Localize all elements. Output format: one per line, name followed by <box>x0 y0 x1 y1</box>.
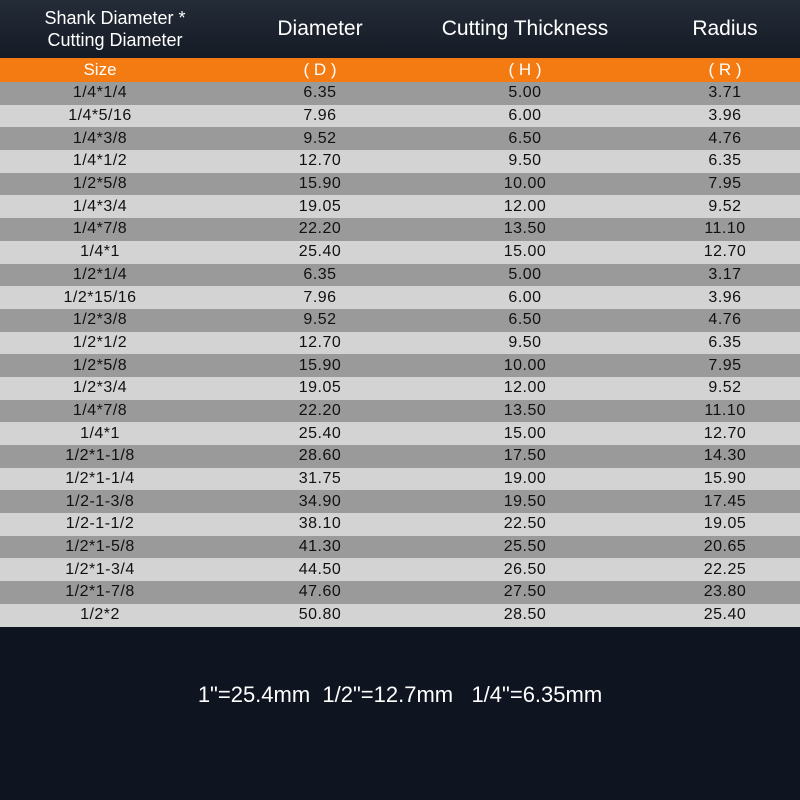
cell-diameter: 22.20 <box>298 401 342 419</box>
cell-radius: 3.17 <box>708 265 742 283</box>
cell-size: 1/2*2 <box>80 606 120 624</box>
cell-thickness: 19.00 <box>503 470 547 488</box>
cell-size: 1/2*3/8 <box>72 311 128 329</box>
cell-thickness: 15.00 <box>503 424 547 442</box>
cell-radius: 23.80 <box>703 583 747 601</box>
table-row <box>0 513 800 536</box>
size-table <box>0 82 800 627</box>
table-row <box>0 422 800 445</box>
table-row <box>0 218 800 241</box>
cell-diameter: 12.70 <box>298 333 342 351</box>
cell-diameter: 50.80 <box>298 606 342 624</box>
table-row <box>0 332 800 355</box>
cell-diameter: 34.90 <box>298 492 342 510</box>
cell-thickness: 17.50 <box>503 447 547 465</box>
cell-size: 1/4*1 <box>80 424 120 442</box>
unit-diameter: ( D ) <box>303 60 337 79</box>
units-bar <box>0 58 800 82</box>
table-row <box>0 400 800 423</box>
table-row <box>0 354 800 377</box>
cell-thickness: 28.50 <box>503 606 547 624</box>
cell-diameter: 7.96 <box>303 288 337 306</box>
cell-thickness: 6.50 <box>508 129 542 147</box>
table-row <box>0 150 800 173</box>
cell-size: 1/2*3/4 <box>72 379 128 397</box>
table-row <box>0 264 800 287</box>
cell-radius: 3.96 <box>708 107 742 125</box>
cell-diameter: 31.75 <box>298 470 342 488</box>
cell-size: 1/4*1/2 <box>72 152 128 170</box>
cell-thickness: 6.50 <box>508 311 542 329</box>
unit-radius: ( R ) <box>708 60 742 79</box>
cell-diameter: 38.10 <box>298 515 342 533</box>
cell-size: 1/4*3/8 <box>72 129 128 147</box>
cell-thickness: 13.50 <box>503 220 547 238</box>
cell-radius: 15.90 <box>703 470 747 488</box>
table-row <box>0 604 800 627</box>
cell-size: 1/2*1-1/8 <box>65 447 135 465</box>
cell-thickness: 5.00 <box>508 265 542 283</box>
cell-thickness: 10.00 <box>503 356 547 374</box>
conversion-note: 1"=25.4mm 1/2"=12.7mm 1/4"=6.35mm <box>197 682 603 707</box>
cell-size: 1/2*1-5/8 <box>65 538 135 556</box>
cell-size: 1/2-1-1/2 <box>65 515 135 533</box>
cell-diameter: 25.40 <box>298 243 342 261</box>
cell-diameter: 7.96 <box>303 107 337 125</box>
cell-diameter: 25.40 <box>298 424 342 442</box>
cell-radius: 12.70 <box>703 424 747 442</box>
table-row <box>0 536 800 559</box>
table-row <box>0 581 800 604</box>
table-row <box>0 241 800 264</box>
table-row <box>0 468 800 491</box>
cell-thickness: 12.00 <box>503 197 547 215</box>
header-size <box>20 0 210 58</box>
cell-size: 1/4*7/8 <box>72 220 128 238</box>
cell-size: 1/2*5/8 <box>72 175 128 193</box>
cell-diameter: 41.30 <box>298 538 342 556</box>
cell-diameter: 6.35 <box>303 84 337 102</box>
cell-radius: 17.45 <box>703 492 747 510</box>
cell-size: 1/2*1/4 <box>72 265 128 283</box>
cell-thickness: 22.50 <box>503 515 547 533</box>
cell-diameter: 6.35 <box>303 265 337 283</box>
cell-thickness: 25.50 <box>503 538 547 556</box>
cell-thickness: 9.50 <box>508 333 542 351</box>
cell-thickness: 13.50 <box>503 401 547 419</box>
cell-size: 1/2*15/16 <box>63 288 137 306</box>
cell-size: 1/2*1-7/8 <box>65 583 135 601</box>
cell-size: 1/2*1-3/4 <box>65 560 135 578</box>
cell-thickness: 9.50 <box>508 152 542 170</box>
cell-diameter: 19.05 <box>298 379 342 397</box>
table-row <box>0 173 800 196</box>
table-row <box>0 195 800 218</box>
table-row <box>0 445 800 468</box>
cell-diameter: 9.52 <box>303 311 337 329</box>
cell-thickness: 6.00 <box>508 288 542 306</box>
table-row <box>0 309 800 332</box>
unit-thickness: ( H ) <box>508 60 542 79</box>
cell-radius: 3.71 <box>708 84 742 102</box>
cell-size: 1/2*1-1/4 <box>65 470 135 488</box>
cell-diameter: 44.50 <box>298 560 342 578</box>
cell-diameter: 47.60 <box>298 583 342 601</box>
table-header <box>0 0 800 58</box>
table-row <box>0 127 800 150</box>
table-row <box>0 558 800 581</box>
cell-radius: 25.40 <box>703 606 747 624</box>
cell-radius: 7.95 <box>708 356 742 374</box>
header-size-line2: Cutting Diameter <box>47 30 183 50</box>
cell-diameter: 19.05 <box>298 197 342 215</box>
table-row <box>0 82 800 105</box>
cell-radius: 4.76 <box>708 129 742 147</box>
cell-diameter: 15.90 <box>298 356 342 374</box>
cell-radius: 6.35 <box>708 152 742 170</box>
cell-size: 1/2*5/8 <box>72 356 128 374</box>
cell-diameter: 12.70 <box>298 152 342 170</box>
header-thickness: Cutting Thickness <box>441 17 609 40</box>
cell-thickness: 5.00 <box>508 84 542 102</box>
cell-size: 1/2*1/2 <box>72 333 128 351</box>
cell-size: 1/4*1 <box>80 243 120 261</box>
table-row <box>0 490 800 513</box>
table-row <box>0 286 800 309</box>
cell-radius: 11.10 <box>704 401 746 419</box>
cell-diameter: 9.52 <box>303 129 337 147</box>
cell-thickness: 6.00 <box>508 107 542 125</box>
cell-thickness: 12.00 <box>503 379 547 397</box>
cell-radius: 3.96 <box>708 288 742 306</box>
cell-radius: 19.05 <box>703 515 747 533</box>
cell-radius: 4.76 <box>708 311 742 329</box>
header-radius: Radius <box>692 17 758 40</box>
cell-radius: 9.52 <box>708 197 742 215</box>
cell-thickness: 19.50 <box>503 492 547 510</box>
cell-thickness: 15.00 <box>503 243 547 261</box>
cell-radius: 14.30 <box>703 447 747 465</box>
cell-size: 1/4*3/4 <box>72 197 128 215</box>
cell-size: 1/4*5/16 <box>68 107 132 125</box>
header-diameter: Diameter <box>277 17 363 40</box>
cell-radius: 11.10 <box>704 220 746 238</box>
cell-radius: 7.95 <box>708 175 742 193</box>
header-size-line1: Shank Diameter * <box>44 8 186 28</box>
cell-diameter: 28.60 <box>298 447 342 465</box>
cell-radius: 9.52 <box>708 379 742 397</box>
table-row <box>0 105 800 128</box>
table-row <box>0 377 800 400</box>
cell-thickness: 26.50 <box>503 560 547 578</box>
cell-size: 1/4*1/4 <box>72 84 128 102</box>
cell-radius: 6.35 <box>708 333 742 351</box>
cell-size: 1/4*7/8 <box>72 401 128 419</box>
cell-diameter: 15.90 <box>298 175 342 193</box>
unit-size: Size <box>83 60 117 79</box>
cell-thickness: 10.00 <box>503 175 547 193</box>
cell-radius: 22.25 <box>703 560 747 578</box>
cell-radius: 20.65 <box>703 538 747 556</box>
cell-radius: 12.70 <box>703 243 747 261</box>
cell-thickness: 27.50 <box>503 583 547 601</box>
cell-size: 1/2-1-3/8 <box>65 492 135 510</box>
cell-diameter: 22.20 <box>298 220 342 238</box>
